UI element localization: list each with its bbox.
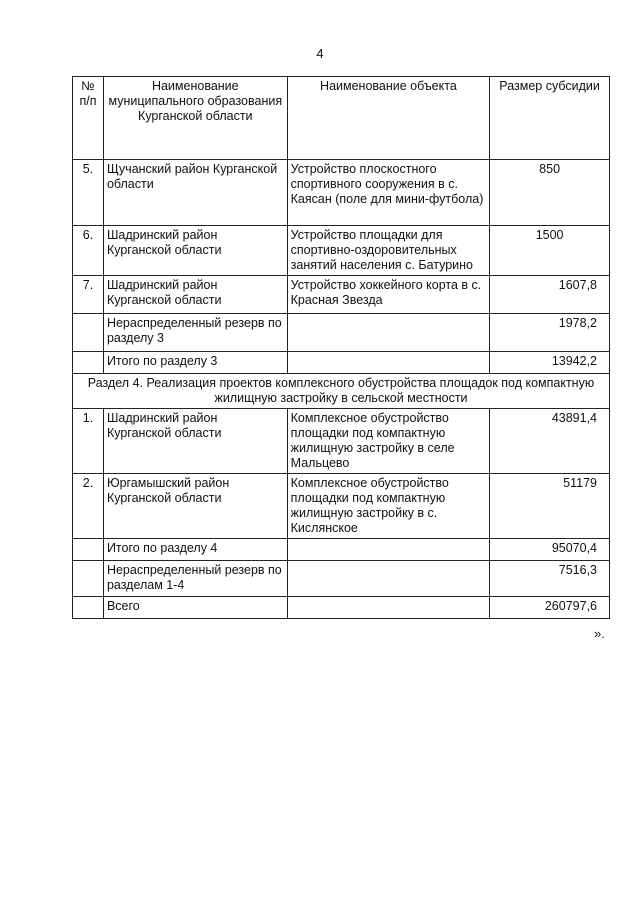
row-municipality: Щучанский район Курганской области [103, 160, 287, 226]
row-object: Устройство плоскостного спортивного сооружения в с. Каясан (поле для мини-футбола) [287, 160, 490, 226]
row-municipality: Шадринский район Курганской области [103, 409, 287, 474]
total-amount: 13942,2 [490, 352, 610, 374]
row-object: Комплексное обустройство площадки под компактную жилищную застройку в селе Мальцево [287, 409, 490, 474]
reserve-amount: 1978,2 [490, 314, 610, 352]
header-object: Наименование объекта [287, 77, 490, 160]
total-amount: 95070,4 [490, 539, 610, 561]
grand-total-row [73, 597, 610, 619]
row-num: 1. [73, 409, 104, 474]
total-label: Итого по разделу 3 [103, 352, 287, 374]
row-amount: 1500 [490, 226, 610, 276]
row-amount: 51179 [490, 474, 610, 539]
row-num: 7. [73, 276, 104, 314]
subsidy-table [72, 76, 610, 619]
row-municipality: Шадринский район Курганской области [103, 276, 287, 314]
table-row [73, 276, 610, 314]
table-row [73, 409, 610, 474]
row-amount: 43891,4 [490, 409, 610, 474]
reserve-row-section3 [73, 314, 610, 352]
table-row [73, 226, 610, 276]
header-municipality: Наименование муниципального образования Курганской области [103, 77, 287, 160]
total-label: Итого по разделу 4 [103, 539, 287, 561]
grand-total-label: Всего [103, 597, 287, 619]
grand-total-amount: 260797,6 [490, 597, 610, 619]
reserve-label: Нераспределенный резерв по разделам 1-4 [103, 561, 287, 597]
row-num: 5. [73, 160, 104, 226]
total-row-section3 [73, 352, 610, 374]
row-municipality: Юргамышский район Курганской области [103, 474, 287, 539]
total-row-section4 [73, 539, 610, 561]
page-number: 4 [316, 46, 324, 61]
reserve-label: Нераспределенный резерв по разделу 3 [103, 314, 287, 352]
closing-quote-mark: ». [594, 626, 605, 641]
row-amount: 1607,8 [490, 276, 610, 314]
reserve-row-sections1-4 [73, 561, 610, 597]
row-object: Комплексное обустройство площадки под компактную жилищную застройку в с. Кислянское [287, 474, 490, 539]
row-municipality: Шадринский район Курганской области [103, 226, 287, 276]
row-amount: 850 [490, 160, 610, 226]
section-heading-row [73, 374, 610, 409]
row-num: 6. [73, 226, 104, 276]
row-object: Устройство хоккейного корта в с. Красная Звезда [287, 276, 490, 314]
row-object: Устройство площадки для спортивно-оздоровительных занятий населения с. Батурино [287, 226, 490, 276]
reserve-amount: 7516,3 [490, 561, 610, 597]
header-num: № п/п [73, 77, 104, 160]
section-4-title: Раздел 4. Реализация проектов комплексного обустройства площадок под компактную жилищную застройку в сельской местности [73, 374, 610, 409]
table-row [73, 160, 610, 226]
row-num: 2. [73, 474, 104, 539]
table-row [73, 474, 610, 539]
header-amount: Размер субсидии [490, 77, 610, 160]
table-header-row [73, 77, 610, 160]
